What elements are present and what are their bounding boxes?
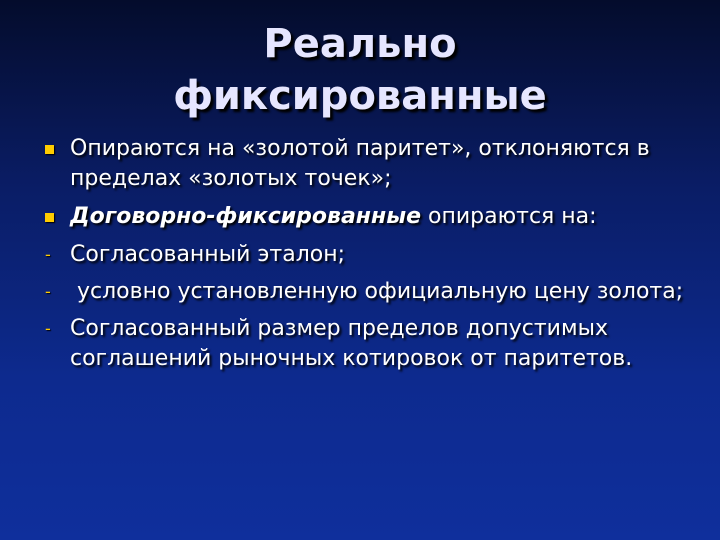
slide-title-line-1: Реально: [263, 21, 457, 67]
dash-marker: -: [45, 282, 51, 301]
dash-item: [44, 240, 694, 270]
bullet-item: [44, 134, 694, 194]
dash-item: [44, 277, 694, 307]
dash-item: [44, 314, 694, 374]
bullet-item: [44, 202, 694, 232]
dash-item-text: условно установленную официальную цену золота;: [70, 279, 684, 304]
bullet-emphasis: Договорно-фиксированные: [70, 204, 422, 229]
dash-item-text: Согласованный эталон;: [70, 242, 346, 267]
square-bullet-icon: [45, 145, 54, 154]
slide-title: [60, 18, 660, 122]
bullet-text: Опираются на «золотой паритет», отклоняются в пределах «золотых точек»;: [70, 136, 650, 191]
square-bullet-icon: [45, 213, 54, 222]
dash-item-text: Согласованный размер пределов допустимых соглашений рыночных котировок от паритетов.: [70, 316, 633, 371]
bullet-text: опираются на:: [421, 204, 597, 229]
bullet-list: [44, 134, 694, 381]
slide-title-line-2: фиксированные: [173, 73, 547, 119]
dash-marker: -: [45, 319, 51, 338]
dash-marker: -: [45, 245, 51, 264]
